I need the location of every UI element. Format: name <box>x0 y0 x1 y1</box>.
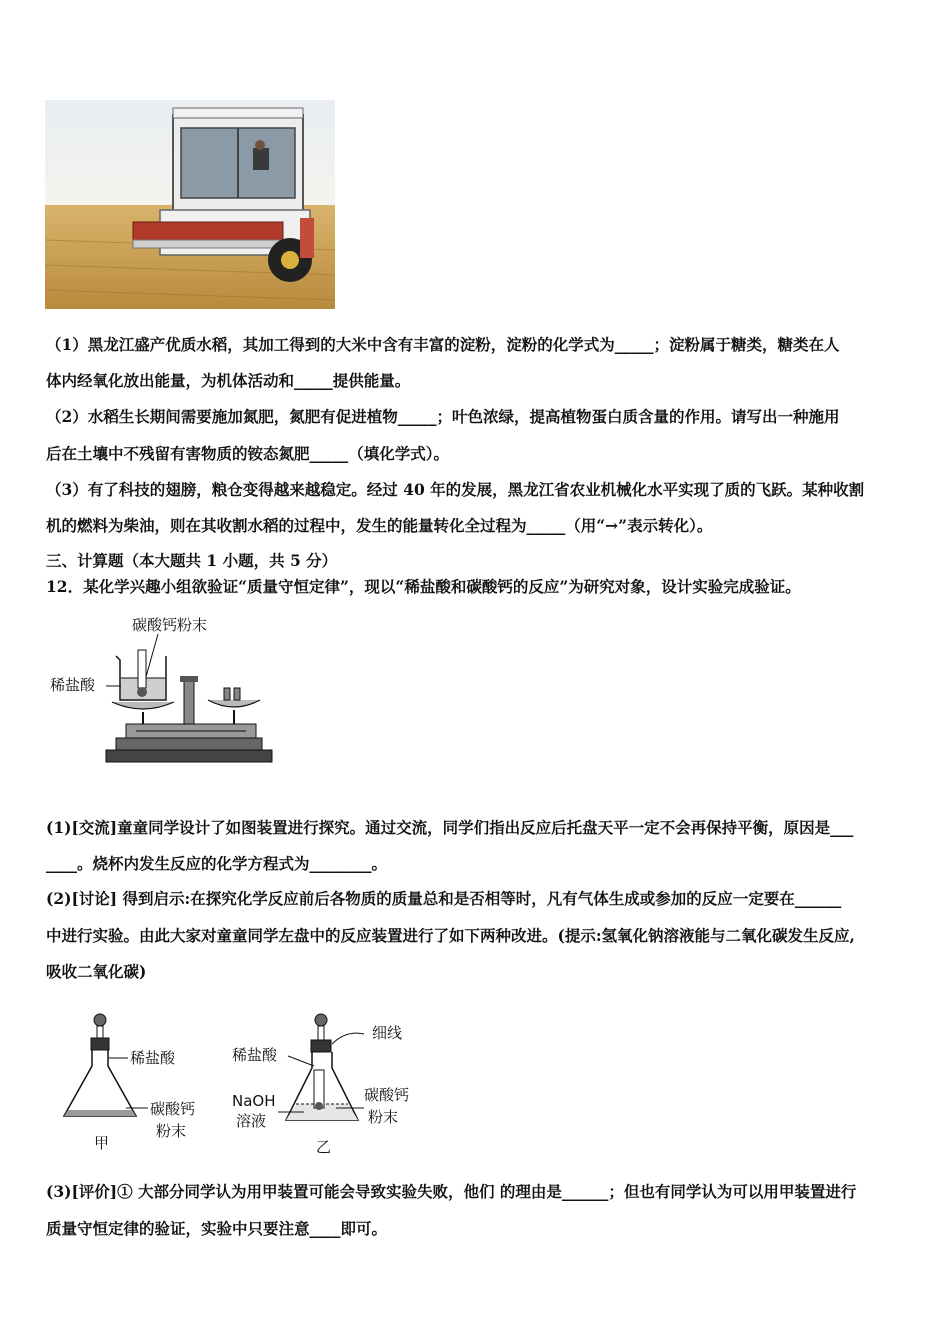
label-jia-powder-2: 粉末 <box>156 1122 187 1140</box>
balance-figure <box>46 608 276 778</box>
label-jia-powder-1: 碳酸钙 <box>150 1100 196 1118</box>
label-yi-powder-2: 粉末 <box>368 1108 399 1126</box>
label-yi-naoh-2: 溶液 <box>236 1112 267 1130</box>
q12-part1-line2: ____。烧杯内发生反应的化学方程式为________。 <box>46 854 388 873</box>
q12-part3-line1: (3)[评价]① 大部分同学认为用甲装置可能会导致实验失败，他们 的理由是______；但也有同学认为可以用甲装置进行 <box>46 1182 857 1201</box>
q12-part2-line1: (2)[讨论] 得到启示:在探究化学反应前后各物质的质量总和是否相等时，凡有气体生成或参加的反应一定要在______ <box>46 889 842 908</box>
q11-part1-line1: （1）黑龙江盛产优质水稻，其加工得到的大米中含有丰富的淀粉，淀粉的化学式为_____；淀粉属于糖类，糖类在人 <box>46 335 840 354</box>
label-yi-naoh-1: NaOH <box>232 1092 276 1110</box>
harvester-photo <box>45 100 335 309</box>
apparatus-figure <box>46 1008 426 1160</box>
label-dilute-hcl: 稀盐酸 <box>50 676 96 694</box>
q11-part2-line2: 后在土壤中不残留有害物质的铵态氮肥_____（填化学式）。 <box>46 444 450 463</box>
q11-part2-line1: （2）水稻生长期间需要施加氮肥，氮肥有促进植物_____；叶色浓绿，提高植物蛋白质含量的作用。请写出一种施用 <box>46 407 840 426</box>
q12-part1-line1: (1)[交流]童童同学设计了如图装置进行探究。通过交流，同学们指出反应后托盘天平一定不会再保持平衡，原因是___ <box>46 818 854 837</box>
q12-part3-line2: 质量守恒定律的验证，实验中只要注意____即可。 <box>46 1219 388 1238</box>
label-yi-powder-1: 碳酸钙 <box>364 1086 410 1104</box>
label-jia-acid: 稀盐酸 <box>130 1049 176 1067</box>
q12-part2-line2: 中进行实验。由此大家对童童同学左盘中的反应装置进行了如下两种改进。(提示:氢氧化钠溶液能与二氧化碳发生反应, <box>46 926 855 945</box>
label-jia-name: 甲 <box>94 1134 110 1152</box>
harvester-image <box>45 100 335 309</box>
q12-part2-line3: 吸收二氧化碳) <box>46 962 147 981</box>
apparatus-jia <box>64 1014 195 1152</box>
label-yi-thread: 细线 <box>372 1024 403 1042</box>
label-caco3-powder: 碳酸钙粉末 <box>132 616 208 634</box>
section-heading: 三、计算题（本大题共 1 小题，共 5 分） <box>46 551 338 570</box>
q11-part3-line1: （3）有了科技的翅膀，粮仓变得越来越稳定。经过 40 年的发展，黑龙江省农业机械化水平实现了质的飞跃。某种收割 <box>46 480 865 499</box>
q12-stem: 12．某化学兴趣小组欲验证“质量守恒定律”，现以“稀盐酸和碳酸钙的反应”为研究对象，设计实验完成验证。 <box>46 577 801 596</box>
label-yi-acid: 稀盐酸 <box>232 1046 278 1064</box>
apparatus-yi <box>232 1014 409 1156</box>
label-yi-name: 乙 <box>316 1138 332 1156</box>
q11-part3-line2: 机的燃料为柴油，则在其收割水稻的过程中，发生的能量转化全过程为_____（用“→”表示转化）。 <box>46 516 713 535</box>
q11-part1-line2: 体内经氧化放出能量，为机体活动和_____提供能量。 <box>46 371 411 390</box>
